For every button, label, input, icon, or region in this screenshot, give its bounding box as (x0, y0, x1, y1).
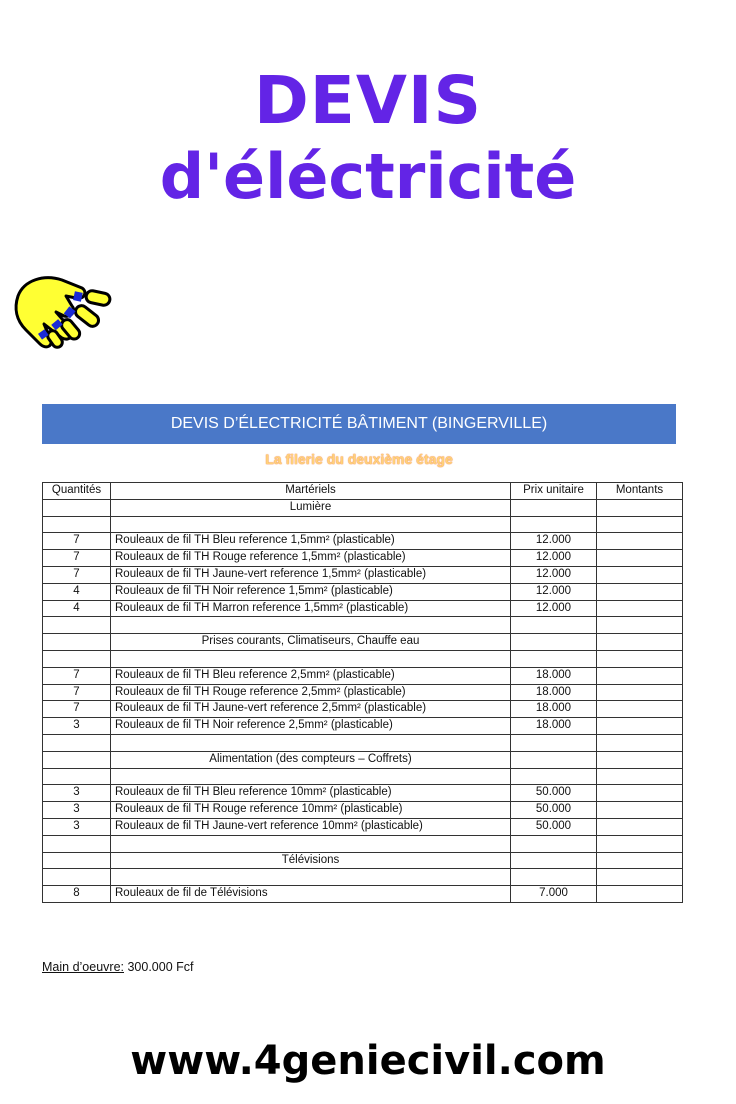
material-cell: Rouleaux de fil TH Noir reference 1,5mm² (plasticable) (111, 583, 511, 600)
unit-price-cell: 18.000 (511, 718, 597, 735)
unit-price-cell (511, 617, 597, 634)
document-subtitle: La filerie du deuxième étage (265, 451, 453, 467)
quantity-cell: 7 (43, 533, 111, 550)
quantity-cell (43, 852, 111, 869)
quantity-cell: 7 (43, 701, 111, 718)
section-row (43, 852, 683, 869)
column-header-amount: Montants (597, 483, 683, 500)
material-cell (111, 869, 511, 886)
unit-price-cell: 12.000 (511, 533, 597, 550)
material-cell: Rouleaux de fil TH Bleu reference 2,5mm² (plasticable) (111, 667, 511, 684)
material-cell: Rouleaux de fil TH Rouge reference 1,5mm² (plasticable) (111, 550, 511, 567)
table-row (43, 583, 683, 600)
table-row (43, 684, 683, 701)
labour-value: 300.000 Fcf (124, 960, 194, 974)
amount-cell (597, 718, 683, 735)
title-line-1: DEVIS (253, 62, 483, 139)
table-header-row (43, 483, 683, 500)
table-row (43, 516, 683, 533)
material-cell: Rouleaux de fil de Télévisions (111, 886, 511, 903)
unit-price-cell (511, 751, 597, 768)
quantity-cell: 7 (43, 684, 111, 701)
quantity-cell (43, 734, 111, 751)
table-row (43, 650, 683, 667)
quantity-cell (43, 499, 111, 516)
amount-cell (597, 869, 683, 886)
material-cell: Rouleaux de fil TH Jaune-vert reference 1,5mm² (plasticable) (111, 566, 511, 583)
website-url: www.4geniecivil.com (130, 1038, 606, 1084)
quantity-cell: 4 (43, 600, 111, 617)
labour-cost (42, 960, 194, 974)
table-row (43, 566, 683, 583)
amount-cell (597, 852, 683, 869)
quantity-cell (43, 617, 111, 634)
unit-price-cell (511, 852, 597, 869)
material-cell: Rouleaux de fil TH Jaune-vert reference 2,5mm² (plasticable) (111, 701, 511, 718)
quantity-cell: 7 (43, 667, 111, 684)
unit-price-cell: 18.000 (511, 701, 597, 718)
unit-price-cell: 18.000 (511, 684, 597, 701)
amount-cell (597, 499, 683, 516)
table-row (43, 734, 683, 751)
material-cell: Rouleaux de fil TH Bleu reference 1,5mm² (plasticable) (111, 533, 511, 550)
section-row (43, 499, 683, 516)
amount-cell (597, 617, 683, 634)
table-row (43, 818, 683, 835)
table-row (43, 835, 683, 852)
quantity-cell (43, 634, 111, 651)
title-line-2: d'éléctricité (159, 140, 577, 213)
material-cell: Rouleaux de fil TH Rouge reference 2,5mm² (plasticable) (111, 684, 511, 701)
table-row (43, 785, 683, 802)
section-row (43, 634, 683, 651)
quantity-cell: 3 (43, 818, 111, 835)
material-cell (111, 617, 511, 634)
material-cell: Rouleaux de fil TH Rouge reference 10mm² (plasticable) (111, 802, 511, 819)
column-header-unit-price: Prix unitaire (511, 483, 597, 500)
table-row (43, 802, 683, 819)
unit-price-cell (511, 634, 597, 651)
pointing-hand-icon (10, 272, 114, 360)
quantity-cell (43, 650, 111, 667)
document-banner: DEVIS D’ÉLECTRICITÉ BÂTIMENT (BINGERVILLE) (42, 404, 676, 444)
amount-cell (597, 886, 683, 903)
quantity-cell: 3 (43, 718, 111, 735)
quantity-cell (43, 869, 111, 886)
section-title-cell: Prises courants, Climatiseurs, Chauffe eau (111, 634, 511, 651)
amount-cell (597, 768, 683, 785)
amount-cell (597, 684, 683, 701)
quantity-cell: 7 (43, 566, 111, 583)
amount-cell (597, 583, 683, 600)
amount-cell (597, 785, 683, 802)
labour-label: Main d’oeuvre: (42, 960, 124, 974)
amount-cell (597, 751, 683, 768)
quote-table (42, 482, 683, 903)
unit-price-cell: 7.000 (511, 886, 597, 903)
section-title-cell: Alimentation (des compteurs – Coffrets) (111, 751, 511, 768)
section-title-cell: Télévisions (111, 852, 511, 869)
amount-cell (597, 802, 683, 819)
quantity-cell: 4 (43, 583, 111, 600)
unit-price-cell: 12.000 (511, 566, 597, 583)
section-title-cell: Lumière (111, 499, 511, 516)
unit-price-cell: 12.000 (511, 583, 597, 600)
quantity-cell (43, 835, 111, 852)
amount-cell (597, 566, 683, 583)
material-cell: Rouleaux de fil TH Bleu reference 10mm² (plasticable) (111, 785, 511, 802)
unit-price-cell (511, 650, 597, 667)
table-row (43, 886, 683, 903)
amount-cell (597, 734, 683, 751)
unit-price-cell (511, 734, 597, 751)
table-row (43, 768, 683, 785)
amount-cell (597, 533, 683, 550)
column-header-quantity: Quantités (43, 483, 111, 500)
table-row (43, 667, 683, 684)
amount-cell (597, 650, 683, 667)
table-row (43, 600, 683, 617)
quantity-cell: 3 (43, 785, 111, 802)
quantity-cell (43, 516, 111, 533)
material-cell (111, 835, 511, 852)
unit-price-cell: 50.000 (511, 802, 597, 819)
table-row (43, 701, 683, 718)
unit-price-cell (511, 869, 597, 886)
quantity-cell (43, 768, 111, 785)
table-row (43, 550, 683, 567)
unit-price-cell (511, 768, 597, 785)
table-row (43, 617, 683, 634)
material-cell (111, 650, 511, 667)
section-row (43, 751, 683, 768)
material-cell (111, 734, 511, 751)
table-row (43, 718, 683, 735)
amount-cell (597, 818, 683, 835)
amount-cell (597, 516, 683, 533)
material-cell: Rouleaux de fil TH Marron reference 1,5mm² (plasticable) (111, 600, 511, 617)
material-cell: Rouleaux de fil TH Noir reference 2,5mm² (plasticable) (111, 718, 511, 735)
amount-cell (597, 701, 683, 718)
table-row (43, 533, 683, 550)
amount-cell (597, 550, 683, 567)
quantity-cell: 7 (43, 550, 111, 567)
quantity-cell: 8 (43, 886, 111, 903)
column-header-materials: Martériels (111, 483, 511, 500)
unit-price-cell: 12.000 (511, 600, 597, 617)
amount-cell (597, 835, 683, 852)
unit-price-cell: 12.000 (511, 550, 597, 567)
amount-cell (597, 634, 683, 651)
amount-cell (597, 600, 683, 617)
table-row (43, 869, 683, 886)
unit-price-cell: 50.000 (511, 785, 597, 802)
unit-price-cell: 18.000 (511, 667, 597, 684)
material-cell: Rouleaux de fil TH Jaune-vert reference 10mm² (plasticable) (111, 818, 511, 835)
unit-price-cell (511, 516, 597, 533)
quantity-cell (43, 751, 111, 768)
unit-price-cell: 50.000 (511, 818, 597, 835)
material-cell (111, 768, 511, 785)
amount-cell (597, 667, 683, 684)
quantity-cell: 3 (43, 802, 111, 819)
unit-price-cell (511, 499, 597, 516)
unit-price-cell (511, 835, 597, 852)
material-cell (111, 516, 511, 533)
